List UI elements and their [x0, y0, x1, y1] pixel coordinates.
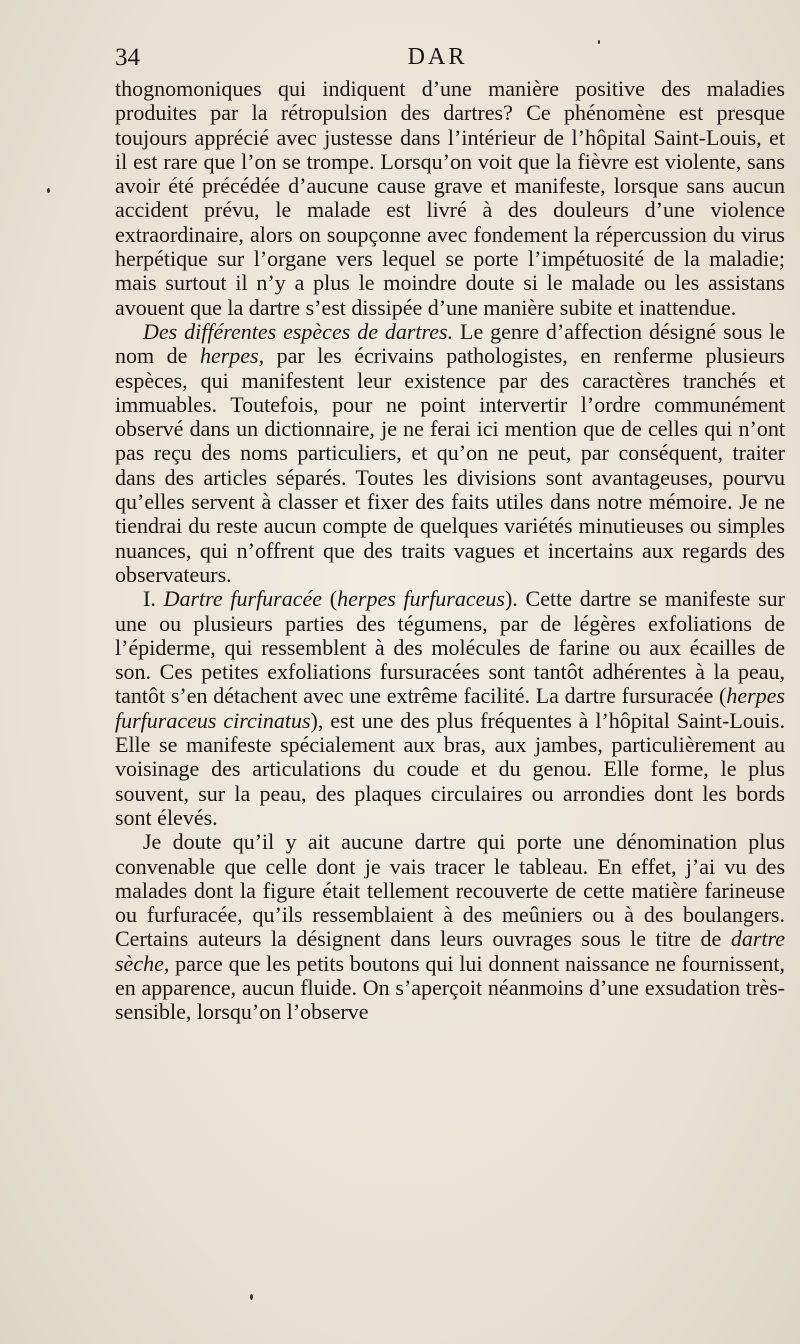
- section-number: I.: [143, 586, 156, 612]
- paragraph-2-text-a: Le genre d’affection désigné sous le nom de: [115, 318, 785, 369]
- page-body: [115, 77, 785, 1025]
- ink-speck: [250, 1294, 253, 1300]
- latin-name: herpes furfuraceus: [337, 586, 505, 612]
- ink-speck: [47, 188, 50, 193]
- paragraph-3-text-b: ), est une des plus fréquentes à l’hôpital Saint-Louis. Elle se manifeste spécialement aux bras, aux jambes, particulièrement au voisinage des articulations du coude et du genou. Elle forme, le plus souvent, sur la peau, des plaques circulaires ou arrondies dont les bords sont élevés.: [115, 707, 785, 830]
- paragraph-2-text-b: , par les écrivains pathologistes, en renferme plusieurs espèces, qui manifestent leur existence par des caractères tranchés et immuables. Toutefois, pour ne point intervertir l’ordre communément observé dans un dictionnaire, je ne ferai ici mention que de celles qui n’ont pas reçu des noms particuliers, et qu’on ne peut, par conséquent, traiter dans des articles séparés. Toutes les divisions sont avantageuses, pourvu qu’elles servent à classer et fixer des faits utiles dans notre mémoire. Je ne tiendrai du reste aucun compte de quelques variétés minutieuses ou simples nuances, qui n’offrent que des traits vagues et incertains aux regards des observateurs.: [115, 343, 785, 587]
- paragraph-3-text-a: Cette dartre se manifeste sur une ou plusieurs parties des tégumens, par de légères exfoliations de l’épiderme, qui ressemblent à des molécules de farine ou aux écailles de son. Ces petites exfoliations fursuracées sont tantôt adhérentes à la peau, tantôt s’en détachent avec une extrême facilité. La dartre fursuracée (: [115, 586, 785, 709]
- paragraph-4-text-a: Je doute qu’il y ait aucune dartre qui porte une dénomination plus convenable que celle dont je vais tracer le tableau. En effet, j’ai vu des malades dont la figure était tellement recouverte de cette matière farineuse ou furfuracée, qu’ils ressemblaient à des meûniers ou à des boulangers. Certains auteurs la désignent dans leurs ouvrages sous le titre de: [115, 829, 785, 952]
- close-paren: ).: [504, 586, 518, 612]
- latin-name-circinatus: herpes furfuraceus circinatus: [115, 683, 785, 733]
- section-heading-dartres: Des différentes espèces de dartres.: [143, 318, 454, 344]
- section-heading-furfuracee: Dartre furfuracée: [163, 586, 323, 612]
- page-number: 34: [115, 44, 140, 71]
- paragraph-4: [115, 830, 785, 1024]
- ink-speck: [598, 40, 600, 44]
- paragraph-4-text-b: parce que les petits boutons qui lui donnent naissance ne fournissent, en apparence, aucun fluide. On s’aperçoit néanmoins d’une exsudation très-sensible, lorsqu’on l’observe: [115, 950, 785, 1025]
- paragraph-2: [115, 320, 785, 587]
- term-herpes: herpes: [199, 343, 259, 369]
- page-header: [115, 44, 760, 76]
- term-dartre-seche: dartre sèche,: [115, 926, 785, 976]
- paragraph-1: thognomoniques qui indiquent d’une manière positive des maladies produites par la rétropulsion des dartres? Ce phénomène est presque toujours apprécié avec justesse dans l’intérieur de l’hôpital Saint-Louis, et il est rare que l’on se trompe. Lorsqu’on voit que la fièvre est violente, sans avoir été précédée d’aucune cause grave et manifeste, lorsque sans aucun accident prévu, le malade est livré à des douleurs d’une violence extraordinaire, alors on soupçonne avec fondement la répercussion du virus herpétique sur l’organe vers lequel se porte l’impétuosité de la maladie; mais surtout il n’y a plus le moindre doute si le malade ou les assistans avouent que la dartre s’est dissipée d’une manière subite et inattendue.: [115, 76, 785, 320]
- open-paren: (: [322, 586, 338, 612]
- paragraph-3: [115, 587, 785, 830]
- running-head: DAR: [407, 44, 468, 70]
